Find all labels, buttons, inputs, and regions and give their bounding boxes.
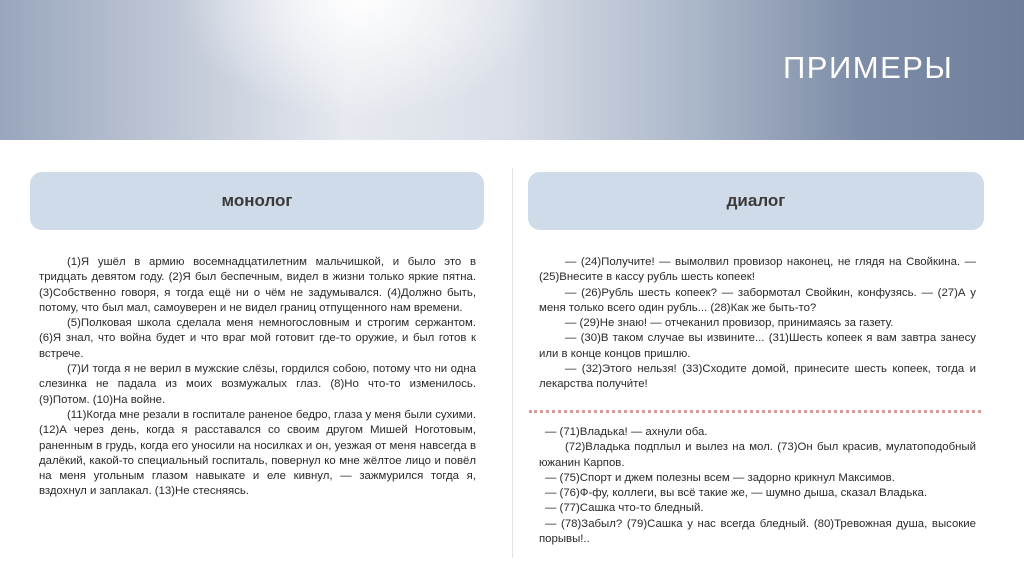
dotted-separator	[529, 410, 981, 413]
dialogue-line: — (24)Получите! — вымолвил провизор наконец, не глядя на Свойкина. — (25)Внесите в кассу рубль шесть копеек!	[539, 256, 976, 284]
dialogue-heading	[528, 172, 984, 230]
paragraph: (7)И тогда я не верил в мужские слёзы, гордился собою, потому что ни одна слезинка не падала из моих возмужалых глаз. (8)Но что-то изменилось. (9)Потом. (10)На войне.	[39, 363, 476, 406]
dialogue-text-2	[539, 425, 976, 547]
dialogue-line: (72)Владька подплыл и вылез на мол. (73)Он был красив, мулатоподобный южанин Карпов.	[539, 441, 976, 469]
paragraph: (5)Полковая школа сделала меня немногословным и строгим сержантом. (6)Я знал, что война будет и что враг мой готовит где-то оружие, и был готов к встрече.	[39, 317, 476, 360]
monologue-text	[39, 255, 476, 500]
dialogue-heading-label: диалог	[726, 191, 786, 210]
dialogue-line: — (32)Этого нельзя! (33)Сходите домой, принесите шесть копеек, тогда и лекарства получи́те!	[539, 363, 976, 391]
monologue-heading-label: монолог	[221, 191, 293, 210]
dialogue-line: — (71)Владька! — ахнули оба.	[545, 426, 708, 438]
column-divider	[512, 168, 513, 558]
dialogue-line: — (75)Спорт и джем полезны всем — задорно крикнул Максимов.	[545, 471, 895, 484]
monologue-heading	[30, 172, 484, 230]
dialogue-line: — (29)Не знаю! — отчеканил провизор, принимаясь за газету.	[565, 317, 894, 330]
paragraph: (1)Я ушёл в армию восемнадцатилетним мальчишкой, и было это в тридцать девятом году. (2)Я был беспечным, видел в жизни только яркие пятна. (3)Собственно говоря, я тогда ещё ни о чём не задумывался. (4)Должно быть, потому, что был мал, самоуверен и не видел границ отпущенного нам времени.	[39, 256, 476, 314]
header-banner	[0, 0, 1024, 140]
dialogue-line: — (30)В таком случае вы извините... (31)Шесть копеек я вам завтра занесу или в конце концов пришлю.	[539, 332, 976, 360]
dialogue-text-1	[539, 255, 976, 393]
page-title: ПРИМЕРЫ	[783, 50, 954, 85]
dialogue-line: — (77)Сашка что-то бледный.	[545, 502, 704, 515]
paragraph: (11)Когда мне резали в госпитале раненое бедро, глаза у меня были сухими. (12)А через день, когда я расставался со своим другом Мишей Ноготовым, раненным в грудь, когда его уносили на носилках и он, уезжая от меня навсегда в далёкий, какой-то специальный госпиталь, повернул ко мне жёлтое лицо и повёл на меня угольным глазом навыкате и еле кивнул, — зажмурился тогда я, вздохнул и заплакал. (13)Не стесняясь.	[39, 408, 476, 498]
dialogue-line: — (78)Забыл? (79)Сашка у нас всегда бледный. (80)Тревожная душа, высокие порывы!..	[539, 517, 976, 546]
dialogue-line: — (26)Рубль шесть копеек? — забормотал Свойкин, конфузясь. — (27)А у меня только всего один рубль... (28)Как же быть-то?	[539, 286, 976, 314]
dialogue-line: — (76)Ф-фу, коллеги, вы всё такие же, — шумно дыша, сказал Владька.	[545, 487, 928, 500]
